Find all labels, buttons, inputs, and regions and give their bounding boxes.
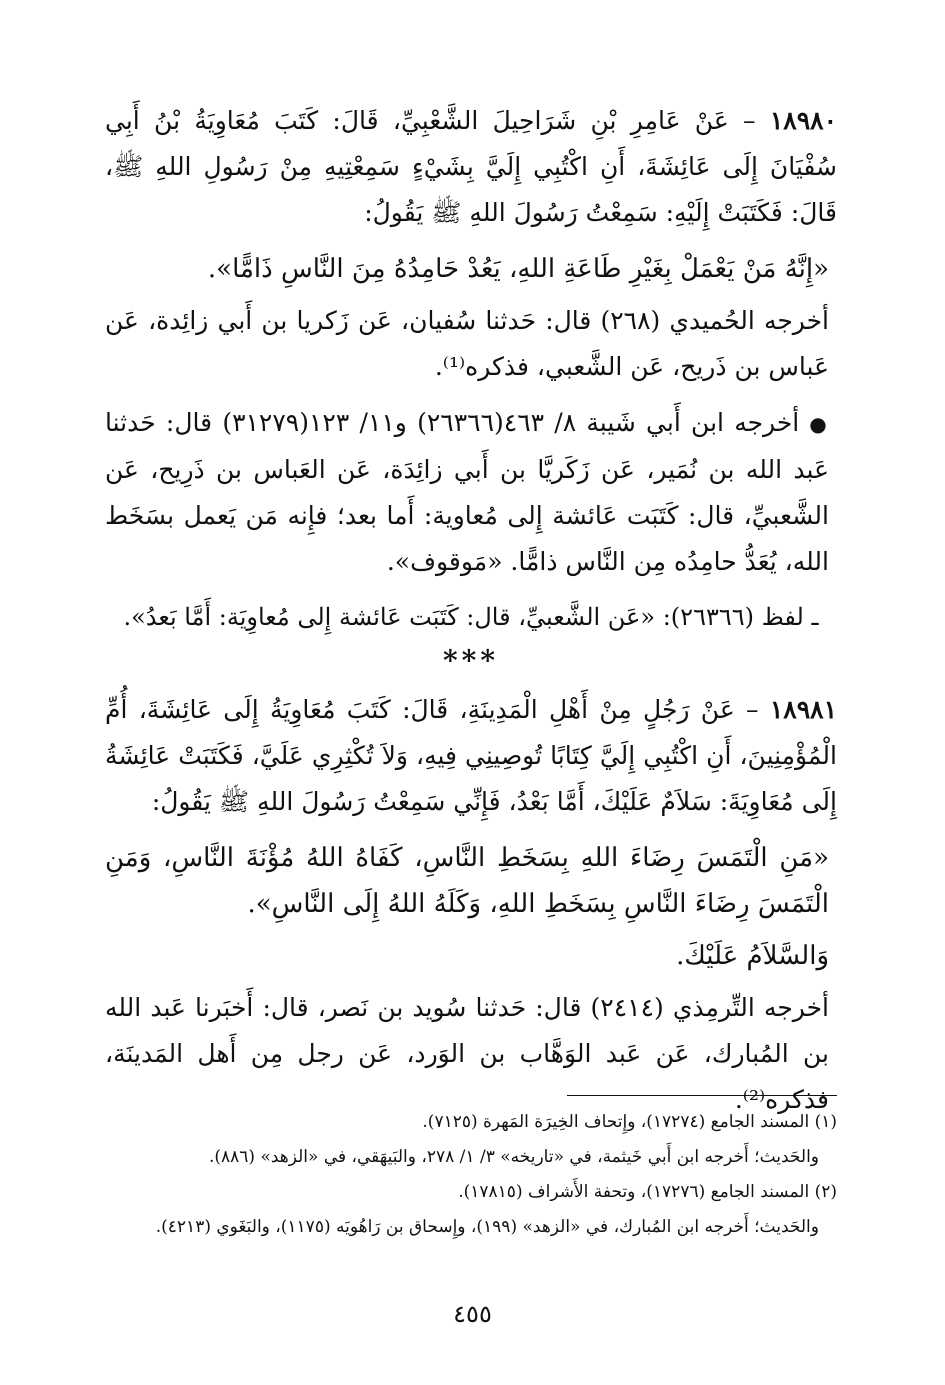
footnote-divider (567, 1095, 837, 1096)
footnote-1-detail: والحَديث؛ أَخرجه ابن أَبي خَيثمة، في «تاريخه» ٣/ ١/ ٢٧٨، والبَيهَقي، في «الزهد» (٨٨٦). (208, 1147, 819, 1167)
takhrij-paragraph: أخرجه الحُميدي (٢٦٨) قال: حَدثنا سُفيان، عَن زَكريا بن أَبي زائِدة، عَن عَباس بن ذَريح، عَن الشَّعبي، فذكره⁽¹⁾. (105, 306, 829, 381)
section-separator: *** (443, 644, 499, 677)
hadith-salam: وَالسَّلاَمُ عَلَيْكَ. (676, 941, 829, 971)
hadith-18980 (105, 98, 837, 236)
takhrij-text: أخرجه ابن أَبي شَيبة ٨/ ٤٦٣(٢٦٣٦٦) و١١/ ١٢٣(٣١٢٧٩) قال: حَدثنا عَبد الله بن نُمَير، عَن زَكَريَّا بن أَبي زائِدَة، عَن العَباس بن ذَرِيح، عَن الشَّعبيِّ، قال: كَتَبَت عَائشة إِلى مُعاوية: أَما بعد؛ فإِنه مَن يَعمل بسَخَط الله، يُعَدُّ حامِدُه مِن النَّاس ذامًّا. «مَوقوف». (105, 408, 829, 576)
takhrij-bullet-paragraph (105, 400, 837, 585)
lafz-note: ـ لفظ (٢٦٣٦٦): «عَن الشَّعبيِّ، قال: كَتَبَت عَائشة إِلى مُعاوِيَة: أَمَّا بَعدُ». (123, 603, 819, 631)
bullet-icon: ● (809, 412, 830, 436)
footnotes (105, 1108, 837, 1248)
hadith-matn: «إِنَّهُ مَنْ يَعْمَلْ بِغَيْرِ طَاعَةِ اللهِ، يَعُدْ حَامِدُهُ مِنَ النَّاسِ ذَامًّا». (207, 254, 829, 284)
footnote-2-detail: والحَديث؛ أَخرجه ابن المُبارك، في «الزهد» (١٩٩)، وإِسحاق بن رَاهُويَه (١١٧٥)، والبَغَوي (٤٢١٣). (155, 1217, 819, 1237)
hadith-number: ١٨٩٨١ (769, 695, 837, 724)
page-number: ٤٥٥ (453, 1300, 492, 1328)
hadith-matn: «مَنِ الْتَمَسَ رِضَاءَ اللهِ بِسَخَطِ النَّاسِ، كَفَاهُ اللهُ مُؤْنَةَ النَّاسِ، وَمَنِ الْتَمَسَ رِضَاءَ النَّاسِ بِسَخَطِ اللهِ، وَكَلَهُ اللهُ إِلَى النَّاسِ». (105, 843, 829, 919)
hadith-number: ١٨٩٨٠ (769, 106, 837, 135)
takhrij-paragraph: أخرجه التِّرمِذي (٢٤١٤) قال: حَدثنا سُويد بن نَصر، قال: أَخبَرنا عَبد الله بن المُبارك، عَن عَبد الوَهَّاب بن الوَرد، عَن رجل مِن أَهل المَدينَة، فذكره⁽²⁾. (105, 993, 829, 1114)
footnote-1: (١) المسند الجامع (١٧٢٧٤)، وإِتحاف الخِيرَة المَهرة (٧١٢٥). (422, 1112, 837, 1132)
hadith-18981 (105, 687, 837, 825)
footnote-2: (٢) المسند الجامع (١٧٢٧٦)، وتحفة الأَشراف (١٧٨١٥). (458, 1182, 837, 1202)
hadith-isnad: – عَنْ رَجُلٍ مِنْ أَهْلِ الْمَدِينَةِ، قَالَ: كَتَبَ مُعَاوِيَةُ إِلَى عَائِشَةَ، أُمِّ الْمُؤْمِنِينَ، أَنِ اكْتُبِي إِلَيَّ كِتَابًا تُوصِينِي فِيهِ، وَلاَ تُكْثِرِي عَلَيَّ، فَكَتَبَتْ عَائِشَةُ إِلَى مُعَاوِيَةَ: سَلاَمٌ عَلَيْكَ، أَمَّا بَعْدُ، فَإِنِّي سَمِعْتُ رَسُولَ اللهِ ﷺ يَقُولُ: (105, 695, 837, 816)
hadith-isnad: – عَنْ عَامِرِ بْنِ شَرَاحِيلَ الشَّعْبِيِّ، قَالَ: كَتَبَ مُعَاوِيَةُ بْنُ أَبِي سُفْيَانَ إِلَى عَائِشَةَ، أَنِ اكْتُبِي إِلَيَّ بِشَيْءٍ سَمِعْتِيهِ مِنْ رَسُولِ اللهِ ﷺ، قَالَ: فَكَتَبَتْ إِلَيْهِ: سَمِعْتُ رَسُولَ اللهِ ﷺ يَقُولُ: (105, 106, 837, 227)
page-body (105, 98, 837, 1133)
